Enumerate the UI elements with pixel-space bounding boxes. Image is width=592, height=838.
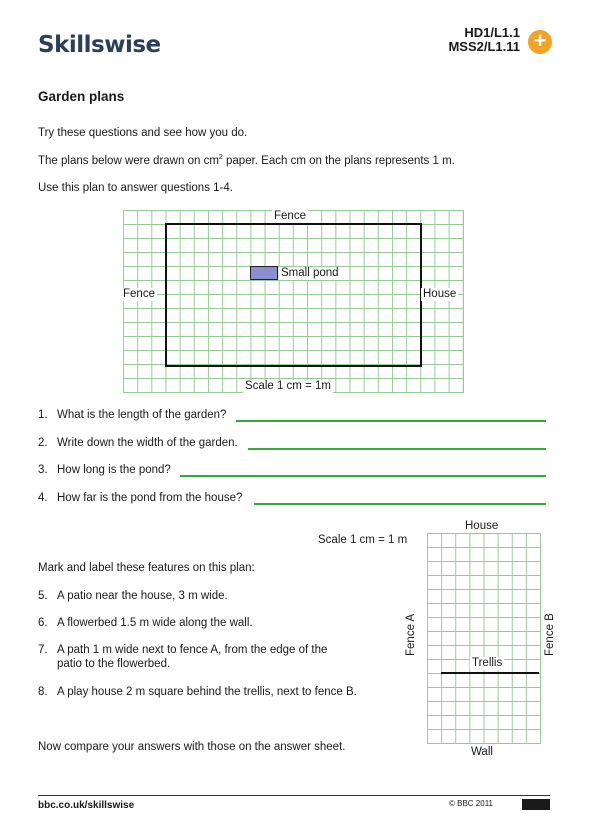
task-5 xyxy=(38,590,228,602)
task-text: A path 1 m wide next to fence A, from the edge of the xyxy=(57,644,328,656)
small-pond xyxy=(250,266,278,280)
question-number: 3. xyxy=(38,464,48,476)
question-text: How far is the pond from the house? xyxy=(57,492,243,504)
task-number: 6. xyxy=(38,617,48,629)
plan-1-scale-label: Scale 1 cm = 1m xyxy=(245,380,331,392)
plan-2-grid xyxy=(427,533,541,744)
superscript-2: 2 xyxy=(218,154,223,161)
plus-badge-icon: + xyxy=(528,30,552,54)
intro-line-1: Try these questions and see how you do. xyxy=(38,127,248,139)
task-text: A flowerbed 1.5 m wide along the wall. xyxy=(57,617,253,629)
curriculum-code-1: HD1/L1.1 xyxy=(464,25,520,40)
curriculum-code-2: MSS2/L1.11 xyxy=(448,39,520,54)
intro-line-2-rest: paper. Each cm on the plans represents 1 m. xyxy=(222,154,455,167)
question-1 xyxy=(38,409,226,421)
question-number: 2. xyxy=(38,437,48,449)
curriculum-codes xyxy=(448,26,520,54)
garden-boundary xyxy=(165,223,422,367)
answer-line-4[interactable] xyxy=(254,503,546,505)
plan-1-house-label: House xyxy=(423,288,457,300)
answer-line-3[interactable] xyxy=(180,475,546,477)
plan-2-fence-b-label: Fence B xyxy=(544,613,556,656)
task-7-continued: patio to the flowerbed. xyxy=(57,658,171,670)
answer-line-2[interactable] xyxy=(248,448,546,450)
question-4 xyxy=(38,492,242,504)
question-text: What is the length of the garden? xyxy=(57,409,227,421)
footer-black-bar xyxy=(522,799,550,810)
logo-text: Skillswise xyxy=(38,32,161,58)
question-2 xyxy=(38,437,238,449)
plan-2-house-label: House xyxy=(465,520,499,532)
mark-label-instruction: Mark and label these features on this plan: xyxy=(38,562,255,574)
footer-url[interactable]: bbc.co.uk/skillswise xyxy=(38,800,135,811)
task-8 xyxy=(38,686,357,698)
intro-line-3: Use this plan to answer questions 1-4. xyxy=(38,182,233,194)
skillswise-logo xyxy=(38,32,161,58)
task-6 xyxy=(38,617,253,629)
plan-1-pond-label: Small pond xyxy=(281,267,339,279)
page-title: Garden plans xyxy=(38,89,125,104)
plan-2-fence-a-label: Fence A xyxy=(405,613,417,656)
footer-copyright: © BBC 2011 xyxy=(449,799,493,808)
footer-divider xyxy=(38,795,550,796)
task-text: A play house 2 m square behind the trellis, next to fence B. xyxy=(57,686,357,698)
question-text: How long is the pond? xyxy=(57,464,171,476)
plan-1-top-fence-label: Fence xyxy=(274,210,306,222)
task-number: 7. xyxy=(38,644,48,656)
question-text: Write down the width of the garden. xyxy=(57,437,238,449)
task-number: 5. xyxy=(38,590,48,602)
trellis-line xyxy=(441,672,539,674)
plan-1-left-fence-label: Fence xyxy=(123,288,155,300)
answer-line-1[interactable] xyxy=(236,420,546,422)
intro-line-2 xyxy=(38,154,455,167)
task-number: 8. xyxy=(38,686,48,698)
question-number: 1. xyxy=(38,409,48,421)
plan-2-trellis-label: Trellis xyxy=(472,657,503,669)
question-3 xyxy=(38,464,171,476)
question-number: 4. xyxy=(38,492,48,504)
intro-line-2-text: The plans below were drawn on cm xyxy=(38,154,219,167)
compare-instruction: Now compare your answers with those on the answer sheet. xyxy=(38,741,346,753)
plan-2-wall-label: Wall xyxy=(471,746,493,758)
task-7 xyxy=(38,644,327,656)
plan-2-scale-label: Scale 1 cm = 1 m xyxy=(318,534,408,546)
task-text: A patio near the house, 3 m wide. xyxy=(57,590,228,602)
